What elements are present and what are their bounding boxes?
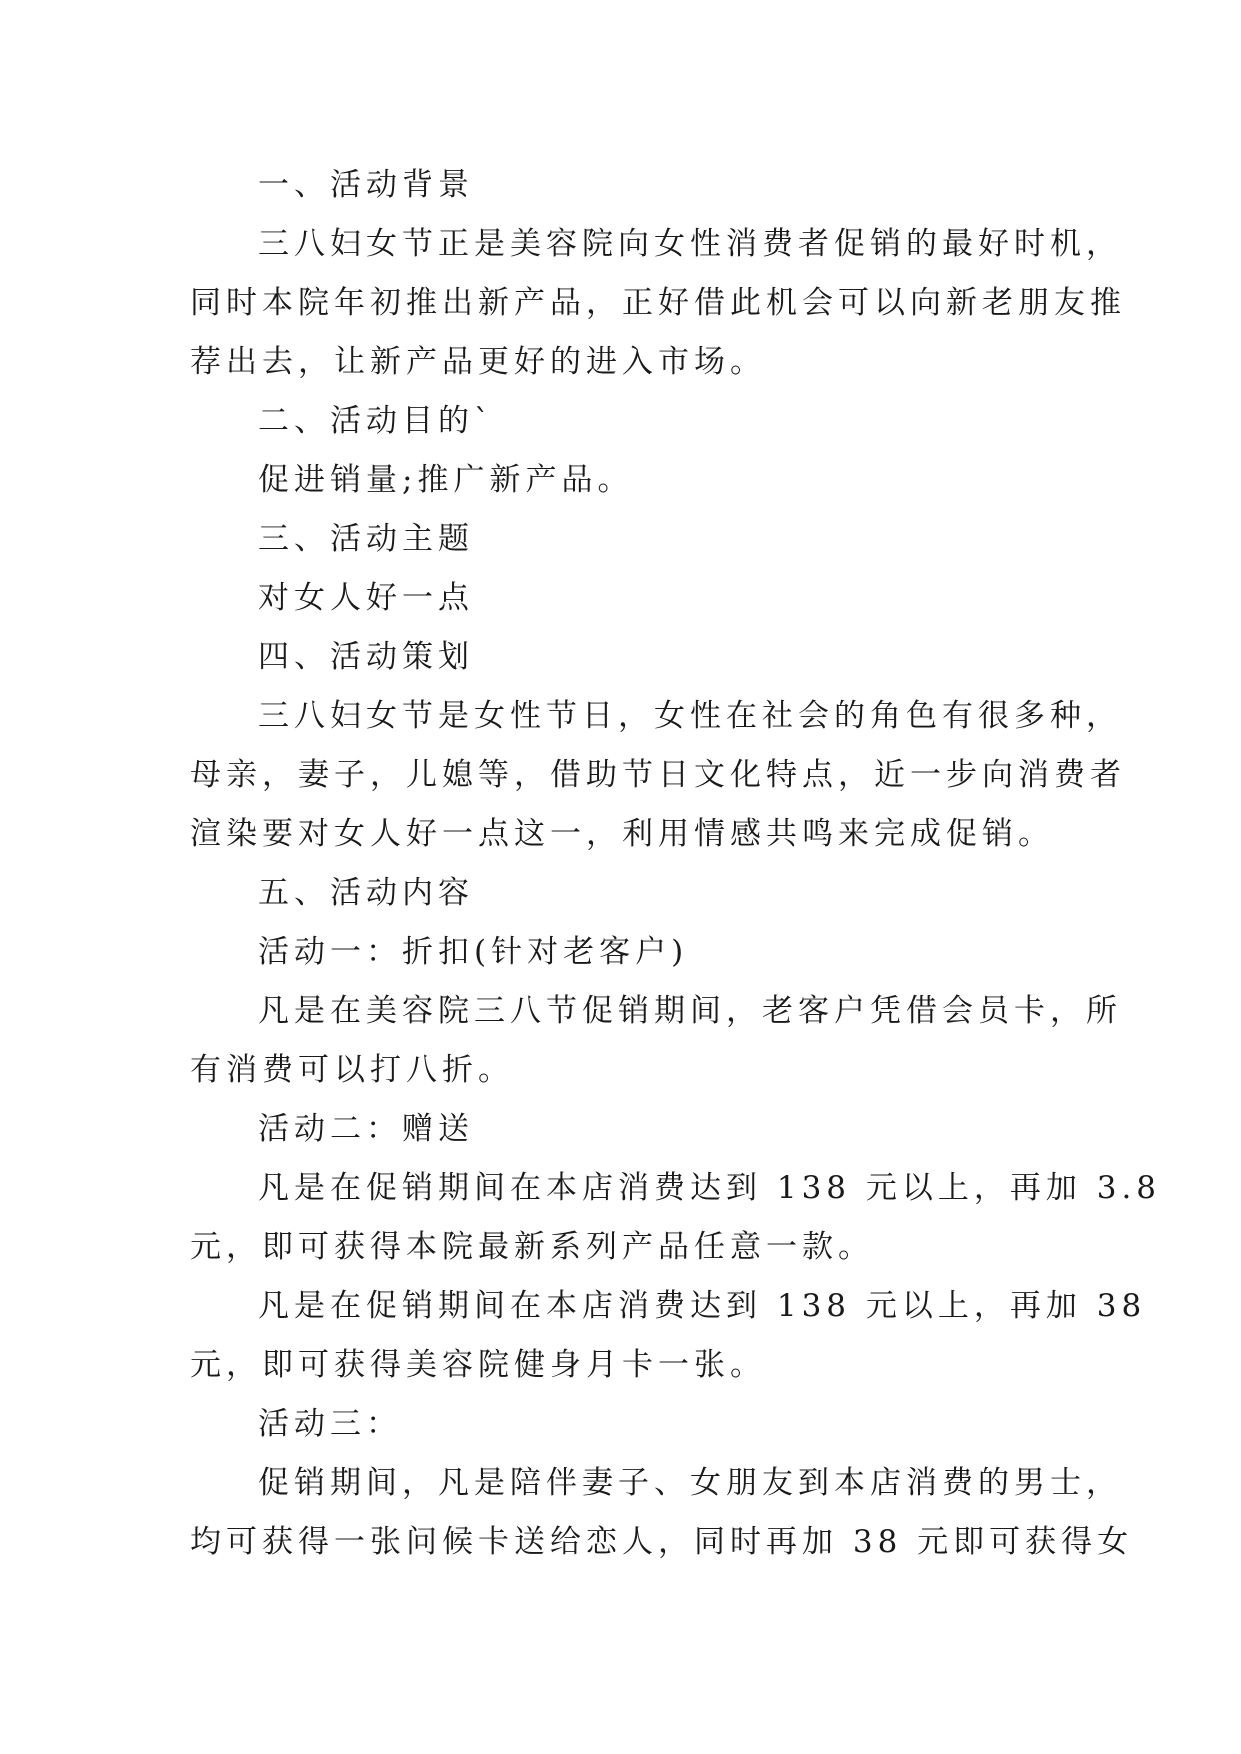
paragraph-line: 促进销量;推广新产品。 [258, 462, 634, 498]
paragraph-line: 母亲，妻子，儿媳等，借助节日文化特点，近一步向消费者 [190, 757, 1126, 793]
activity-heading-3: 活动三： [258, 1406, 402, 1442]
paragraph-line: 三八妇女节正是美容院向女性消费者促销的最好时机， [258, 226, 1122, 262]
paragraph-line: 元，即可获得本院最新系列产品任意一款。 [190, 1229, 874, 1265]
paragraph-line: 元，即可获得美容院健身月卡一张。 [190, 1347, 766, 1383]
paragraph-line: 对女人好一点 [258, 580, 474, 616]
paragraph-line: 同时本院年初推出新产品，正好借此机会可以向新老朋友推 [190, 285, 1126, 321]
paragraph-line: 有消费可以打八折。 [190, 1052, 514, 1088]
section-heading-planning: 四、活动策划 [258, 639, 474, 675]
paragraph-line: 促销期间，凡是陪伴妻子、女朋友到本店消费的男士， [258, 1465, 1122, 1501]
activity-heading-2: 活动二：赠送 [258, 1111, 474, 1147]
paragraph-line: 凡是在促销期间在本店消费达到 138 元以上，再加 3.8 [258, 1170, 1162, 1206]
section-heading-theme: 三、活动主题 [258, 521, 474, 557]
activity-heading-1: 活动一：折扣(针对老客户) [258, 934, 689, 970]
paragraph-line: 渲染要对女人好一点这一，利用情感共鸣来完成促销。 [190, 816, 1054, 852]
paragraph-line: 凡是在美容院三八节促销期间，老客户凭借会员卡，所 [258, 993, 1122, 1029]
paragraph-line: 均可获得一张问候卡送给恋人，同时再加 38 元即可获得女 [190, 1524, 1134, 1560]
section-heading-background: 一、活动背景 [258, 167, 474, 203]
section-heading-purpose: 二、活动目的` [258, 403, 495, 439]
paragraph-line: 三八妇女节是女性节日，女性在社会的角色有很多种， [258, 698, 1122, 734]
paragraph-line: 荐出去，让新产品更好的进入市场。 [190, 344, 766, 380]
section-heading-content: 五、活动内容 [258, 875, 474, 911]
paragraph-line: 凡是在促销期间在本店消费达到 138 元以上，再加 38 [258, 1288, 1147, 1324]
